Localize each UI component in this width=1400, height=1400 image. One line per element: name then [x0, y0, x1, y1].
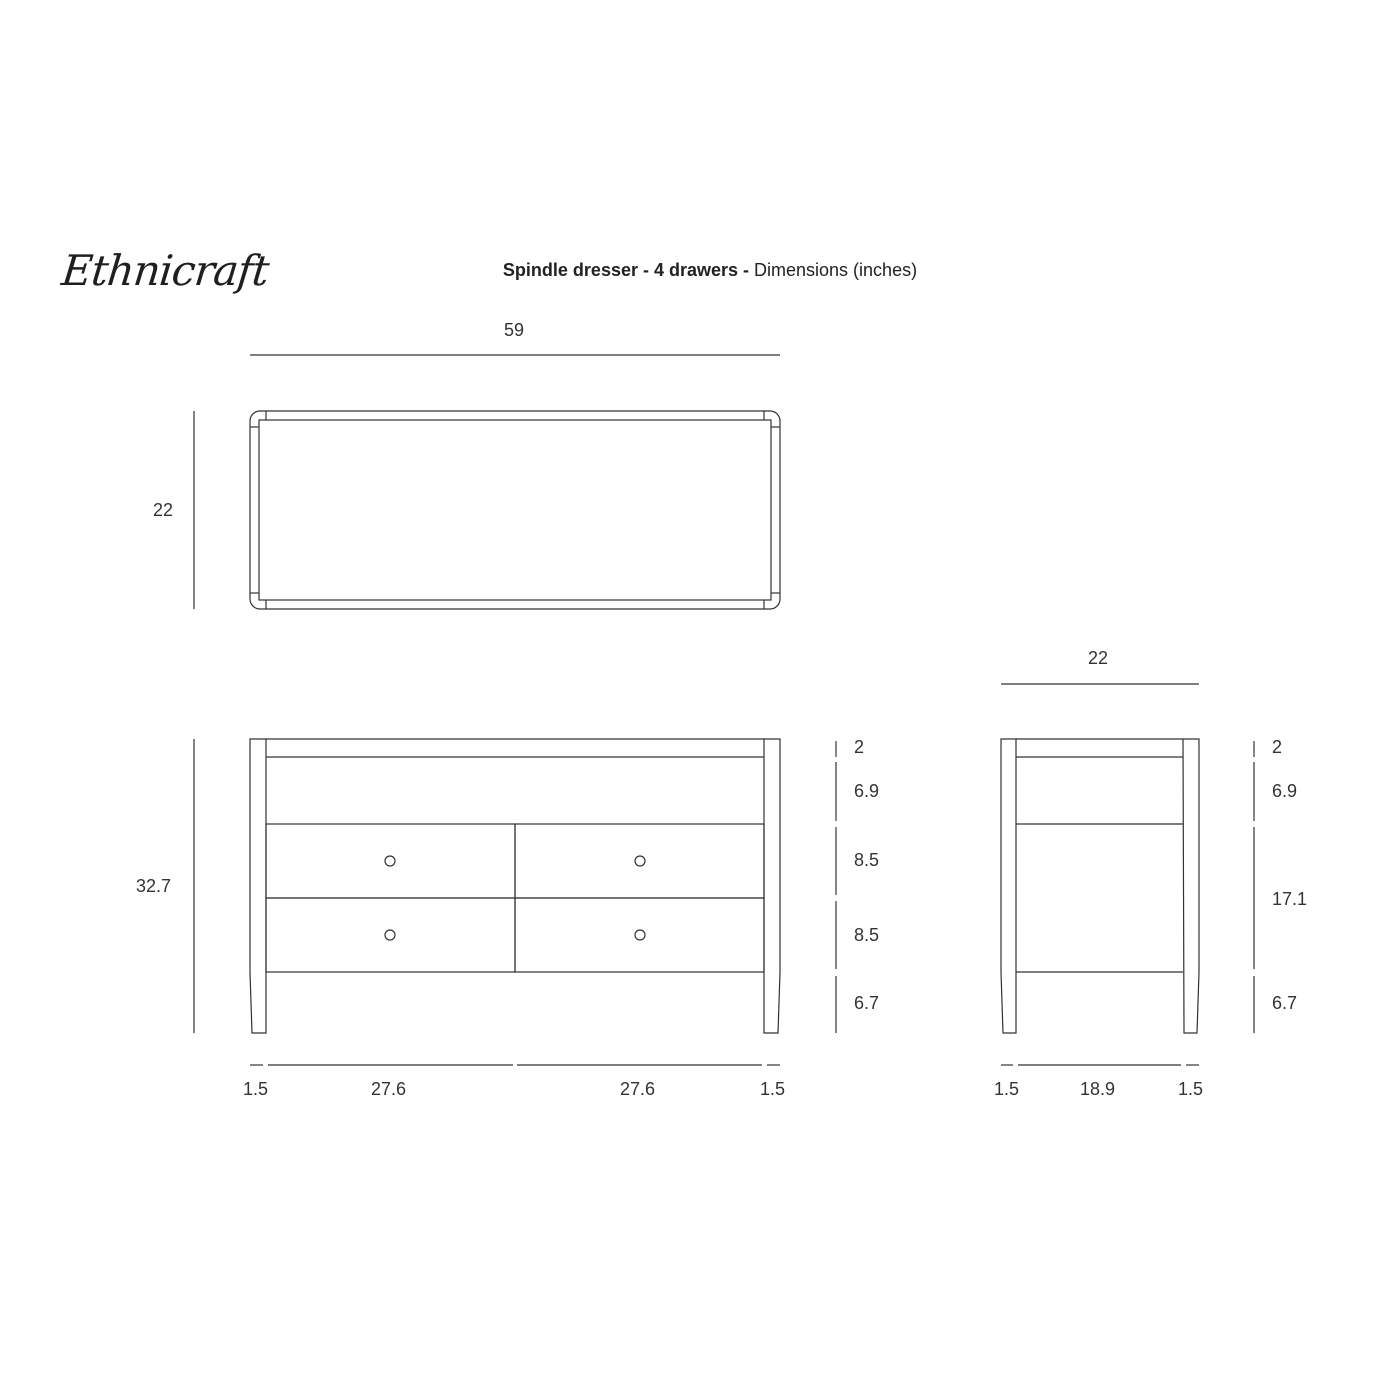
front-bottom-label: 27.6 [620, 1079, 656, 1099]
top-outline [250, 411, 780, 609]
drawer-knob [385, 856, 395, 866]
side-left-leg [1001, 739, 1016, 1033]
side-bottom-label: 1.5 [1178, 1079, 1204, 1099]
drawer [266, 898, 515, 972]
front-right-leg [764, 739, 780, 1033]
side-bottom-label: 18.9 [1080, 1079, 1116, 1099]
front-dim-label: 6.9 [854, 781, 880, 801]
side-width-label: 22 [1088, 648, 1109, 668]
drawer-knob [635, 856, 645, 866]
front-dim-label: 8.5 [854, 925, 880, 945]
top-view [194, 355, 780, 609]
front-bottom-label: 1.5 [243, 1079, 269, 1099]
drawer [515, 824, 764, 898]
side-right-leg [1183, 739, 1199, 1033]
drawer [266, 824, 515, 898]
title-suffix: Dimensions (inches) [749, 260, 918, 280]
side-dim-label: 6.7 [1272, 993, 1298, 1013]
product-name: Spindle dresser - 4 drawers - [502, 260, 750, 280]
top-inner-panel [259, 420, 771, 600]
front-view [194, 739, 836, 1065]
front-left-leg [250, 739, 266, 1033]
front-dim-label: 2 [854, 737, 865, 757]
side-dim-label: 2 [1272, 737, 1283, 757]
front-height-label: 32.7 [136, 876, 172, 896]
top-depth-label: 22 [153, 500, 174, 520]
drawer [515, 898, 764, 972]
drawer-knob [385, 930, 395, 940]
front-dim-label: 8.5 [854, 850, 880, 870]
front-bottom-label: 27.6 [371, 1079, 407, 1099]
brand-logo: Ethnicraft [59, 246, 271, 295]
drawer-knob [635, 930, 645, 940]
side-view [1001, 684, 1254, 1065]
top-width-label: 59 [504, 320, 525, 340]
side-bottom-label: 1.5 [994, 1079, 1020, 1099]
front-dim-label: 6.7 [854, 993, 880, 1013]
side-dim-label: 6.9 [1272, 781, 1298, 801]
front-bottom-label: 1.5 [760, 1079, 786, 1099]
side-dim-label: 17.1 [1272, 889, 1308, 909]
